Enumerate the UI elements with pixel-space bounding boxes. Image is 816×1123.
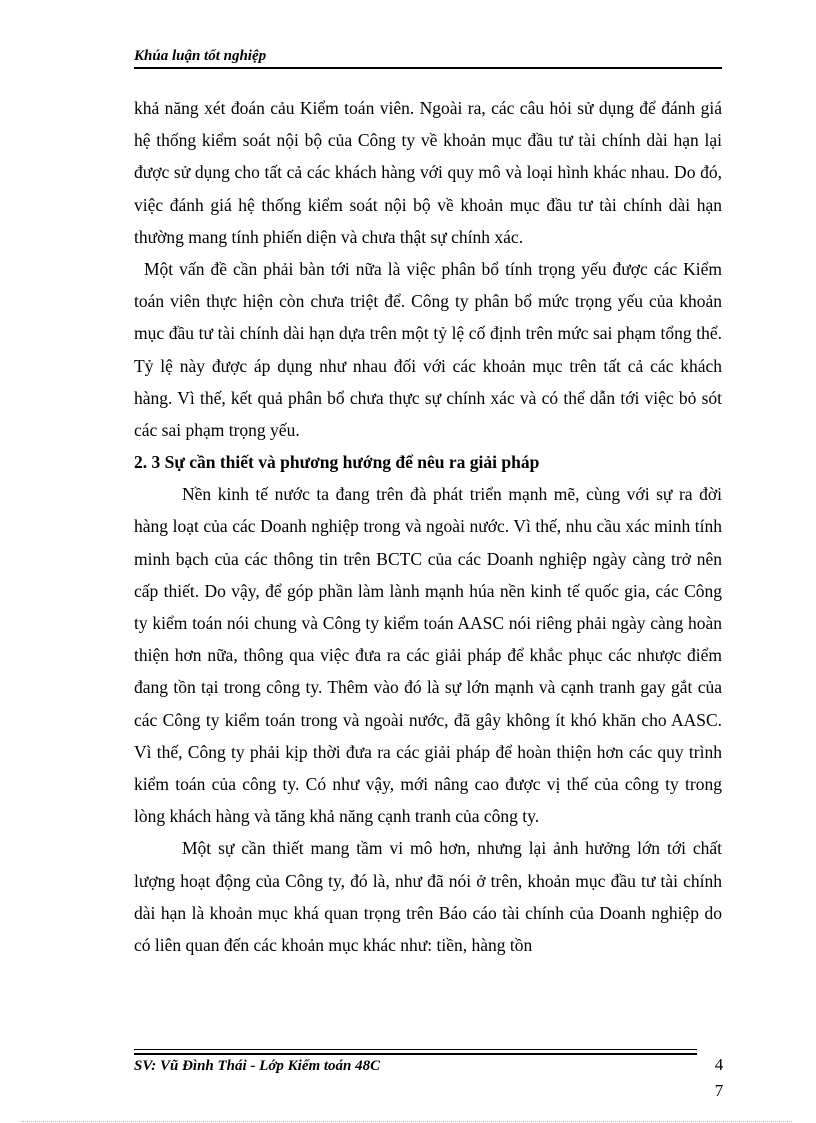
footer-divider-thick xyxy=(134,1053,697,1055)
paragraph-4: Một sự cần thiết mang tầm vi mô hơn, nhưng lại ảnh hưởng lớn tới chất lượng hoạt động của Công ty, đó là, như đã nói ở trên, khoản mục đầu tư tài chính dài hạn là khoản mục khá quan trọng trên Báo cáo tài chính của Doanh nghiệp do có liên quan đến các khoản mục khác như: tiền, hàng tồn xyxy=(134,838,722,956)
paragraph-1: khả năng xét đoán cảu Kiểm toán viên. Ngoài ra, các câu hỏi sử dụng để đánh giá hệ thống kiểm soát nội bộ của Công ty về khoản mục đầu tư tài chính dài hạn lại được sử dụng cho tất cả các khách hàng với quy mô và loại hình khác nhau. Do đó, việc đánh giá hệ thống kiểm soát nội bộ về khoản mục đầu tư tài chính dài hạn thường mang tính phiến diện và chưa thật sự chính xác. xyxy=(134,98,722,247)
paragraph-3: Nền kinh tế nước ta đang trên đà phát triển mạnh mẽ, cùng với sự ra đời hàng loạt của các Doanh nghiệp trong và ngoài nước. Vì thế, nhu cầu xác minh tính minh bạch của các thông tin trên BCTC của các Doanh nghiệp ngày càng trở nên cấp thiết. Do vậy, để góp phần làm lành mạnh húa nền kinh tế quốc gia, các Công ty kiểm toán nói chung và Công ty kiểm toán AASC nói riêng phải ngày càng hoàn thiện hơn nữa, thông qua việc đưa ra các giải pháp để khắc phục các nhược điểm đang tồn tại trong công ty. Thêm vào đó là sự lớn mạnh và cạnh tranh gay gắt của các Công ty kiểm toán trong và ngoài nước, đã gây không ít khó khăn cho AASC. Vì thế, Công ty phải kịp thời đưa ra các giải pháp để hoàn thiện hơn các quy trình kiểm toán của công ty. Có như vậy, mới nâng cao được vị thế của công ty trong lòng khách hàng và tăng khả năng cạnh tranh của công ty. xyxy=(134,484,722,827)
header-title: Khúa luận tốt nghiệp xyxy=(134,48,267,64)
page-number-line-1: 4 xyxy=(714,1055,724,1074)
header-divider xyxy=(134,67,722,69)
paragraph-2: Một vấn đề cần phải bàn tới nữa là việc phân bổ tính trọng yếu được các Kiểm toán viên thực hiện còn chưa triệt để. Công ty phân bổ mức trọng yếu của khoản mục đầu tư tài chính dài hạn dựa trên một tỷ lệ cố định trên mức sai phạm tổng thể. Tỷ lệ này được áp dụng như nhau đối với các khoản mục trên tất cả các khách hàng. Vì thế, kết quả phân bổ chưa thực sự chính xác và có thể dẫn tới việc bỏ sót các sai phạm trọng yếu. xyxy=(134,259,722,441)
page-bottom-border xyxy=(22,1121,792,1122)
document-body xyxy=(134,92,722,961)
footer-student-info: SV: Vũ Đình Thái - Lớp Kiểm toán 48C xyxy=(134,1058,381,1074)
footer-divider-thin xyxy=(134,1049,697,1050)
page-number-line-2: 7 xyxy=(714,1081,724,1100)
section-heading: 2. 3 Sự cần thiết và phương hướng để nêu ra giải pháp xyxy=(134,452,540,473)
